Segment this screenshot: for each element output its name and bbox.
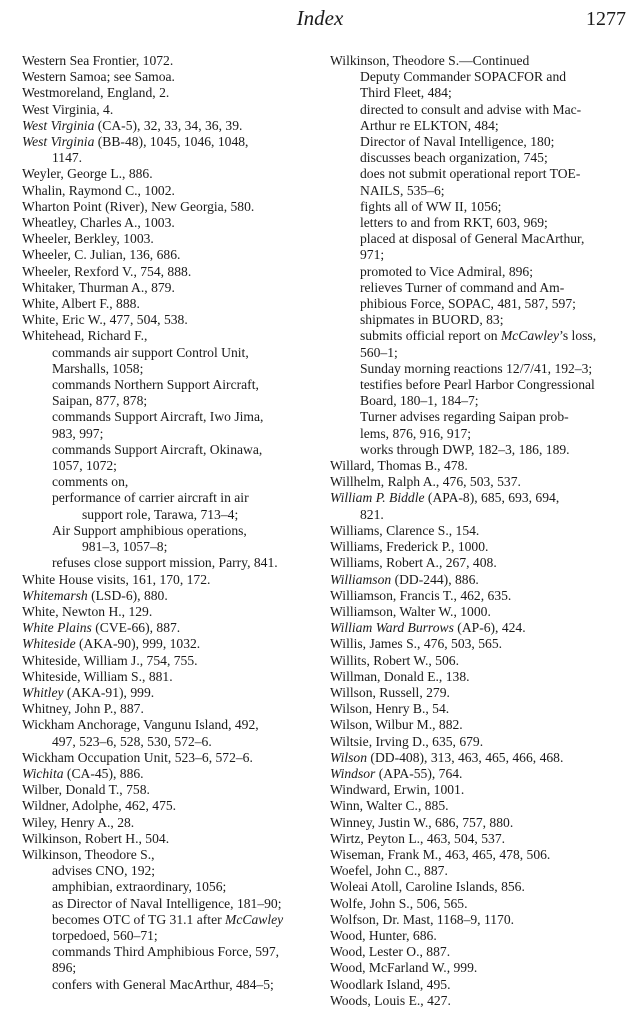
index-entry <box>330 458 620 474</box>
entry-text: Wiley, Henry A., 28. <box>22 814 135 830</box>
entry-text: Whalin, Raymond C., 1002. <box>22 182 175 198</box>
index-entry <box>330 766 620 782</box>
entry-text: Wilkinson, Theodore S., <box>22 846 155 862</box>
index-entry <box>330 620 620 636</box>
entry-text: commands Third Amphibious Force, 597, <box>52 944 280 960</box>
index-entry <box>22 377 312 393</box>
entry-text: commands Northern Support Aircraft, <box>52 377 259 393</box>
index-entry <box>330 960 620 976</box>
index-entry <box>330 685 620 701</box>
index-entry <box>330 409 620 425</box>
index-entry <box>330 150 620 166</box>
index-entry <box>22 458 312 474</box>
entry-text: Willman, Donald E., 138. <box>330 668 470 684</box>
entry-text: (DD-408), 313, 463, 465, 466, 468. <box>367 749 564 765</box>
index-entry <box>330 977 620 993</box>
ship-name: McCawley <box>225 911 284 927</box>
index-entry <box>330 636 620 652</box>
entry-text: commands Support Aircraft, Okinawa, <box>52 441 263 457</box>
index-entry <box>330 669 620 685</box>
ship-name: McCawley <box>500 328 560 344</box>
entry-text: White, Eric W., 477, 504, 538. <box>22 312 188 328</box>
index-entry <box>330 717 620 733</box>
entry-text: 821. <box>360 506 384 522</box>
index-entry <box>22 782 312 798</box>
entry-text: Wolfe, John S., 506, 565. <box>330 895 468 911</box>
index-entry <box>22 750 312 766</box>
entry-text: Wirtz, Peyton L., 463, 504, 537. <box>330 830 506 846</box>
index-entry <box>330 523 620 539</box>
entry-text: ’s loss, <box>559 328 597 344</box>
index-entry <box>22 604 312 620</box>
page-title: Index <box>296 6 344 30</box>
index-entry <box>22 507 312 523</box>
index-entry <box>22 312 312 328</box>
index-entry <box>330 328 620 344</box>
entry-text: (AP-6), 424. <box>453 620 526 636</box>
entry-text: Sunday morning reactions 12/7/41, 192–3; <box>360 360 593 376</box>
entry-text: (CA-5), 32, 33, 34, 36, 39. <box>94 117 243 133</box>
entry-text: support role, Tarawa, 713–4; <box>82 506 239 522</box>
entry-text: White House visits, 161, 170, 172. <box>22 571 211 587</box>
index-entry <box>22 523 312 539</box>
index-entry <box>22 539 312 555</box>
entry-text: confers with General MacArthur, 484–5; <box>52 976 274 992</box>
entry-text: as Director of Naval Intelligence, 181–90; <box>52 895 282 911</box>
index-entry <box>330 296 620 312</box>
entry-text: letters to and from RKT, 603, 969; <box>360 215 548 231</box>
entry-text: Arthur re ELKTON, 484; <box>360 117 499 133</box>
entry-text: 1147. <box>52 150 83 166</box>
entry-text: (CA-45), 886. <box>63 765 144 781</box>
entry-text: Westmoreland, England, 2. <box>22 85 170 101</box>
index-entry <box>22 296 312 312</box>
index-entry <box>22 572 312 588</box>
index-entry <box>330 993 620 1009</box>
entry-text: Wilkinson, Theodore S.—Continued <box>330 53 530 68</box>
entry-text: phibious Force, SOPAC, 481, 587, 597; <box>360 296 576 312</box>
ship-name: Wilson <box>330 749 368 765</box>
entry-text: Marshalls, 1058; <box>52 360 144 376</box>
index-entry <box>330 490 620 506</box>
ship-name: White Plains <box>22 620 92 636</box>
index-entry <box>330 166 620 182</box>
entry-text: Williams, Robert A., 267, 408. <box>330 555 497 571</box>
entry-text: Wolfson, Dr. Mast, 1168–9, 1170. <box>330 911 515 927</box>
index-entry <box>22 474 312 490</box>
entry-text: Woefel, John C., 887. <box>330 863 448 879</box>
index-column-right <box>330 53 620 1009</box>
entry-text: Saipan, 877, 878; <box>52 393 148 409</box>
index-entry <box>22 928 312 944</box>
entry-text: submits official report on <box>360 328 501 344</box>
index-entry <box>22 879 312 895</box>
ship-name: Williamson <box>330 571 392 587</box>
entry-text: shipmates in BUORD, 83; <box>360 312 504 328</box>
entry-text: 896; <box>52 960 77 976</box>
entry-text: White, Newton H., 129. <box>22 603 153 619</box>
index-entry <box>330 815 620 831</box>
page-number: 1277 <box>586 8 626 30</box>
entry-text: Wickham Anchorage, Vangunu Island, 492, <box>22 717 259 733</box>
entry-text: (LSD-6), 880. <box>87 587 168 603</box>
entry-text: Whiteside, William S., 881. <box>22 668 173 684</box>
entry-text: Willis, James S., 476, 503, 565. <box>330 636 503 652</box>
index-entry <box>330 847 620 863</box>
ship-name: Whiteside <box>22 636 76 652</box>
entry-text: (BB-48), 1045, 1046, 1048, <box>94 134 249 150</box>
ship-name: Whitley <box>22 684 64 700</box>
index-entry <box>330 912 620 928</box>
index-entry <box>22 345 312 361</box>
index-entry <box>22 361 312 377</box>
index-entry <box>22 409 312 425</box>
entry-text: Whiteside, William J., 754, 755. <box>22 652 198 668</box>
entry-text: amphibian, extraordinary, 1056; <box>52 879 227 895</box>
index-entry <box>330 474 620 490</box>
index-entry <box>22 620 312 636</box>
entry-text: Willson, Russell, 279. <box>330 684 450 700</box>
index-entry <box>330 653 620 669</box>
index-entry <box>22 815 312 831</box>
ship-name: William Ward Burrows <box>330 620 454 636</box>
entry-text: lems, 876, 916, 917; <box>360 425 472 441</box>
index-entry <box>22 118 312 134</box>
index-entry <box>330 798 620 814</box>
entry-text: Weyler, George L., 886. <box>22 166 153 182</box>
entry-text: promoted to Vice Admiral, 896; <box>360 263 533 279</box>
entry-text: Willits, Robert W., 506. <box>330 652 459 668</box>
index-entry <box>22 134 312 150</box>
index-entry <box>22 426 312 442</box>
index-column-left <box>22 53 312 993</box>
entry-text: NAILS, 535–6; <box>360 182 445 198</box>
index-entry <box>330 183 620 199</box>
entry-text: Wood, Lester O., 887. <box>330 944 451 960</box>
index-entry <box>330 280 620 296</box>
entry-text: Wilson, Wilbur M., 882. <box>330 717 463 733</box>
ship-name: Whitemarsh <box>22 587 88 603</box>
index-entry <box>22 896 312 912</box>
index-entry <box>22 53 312 69</box>
entry-text: 497, 523–6, 528, 530, 572–6. <box>52 733 212 749</box>
index-entry <box>22 183 312 199</box>
entry-text: 981–3, 1057–8; <box>82 539 168 555</box>
entry-text: 983, 997; <box>52 425 104 441</box>
entry-text: (DD-244), 886. <box>391 571 479 587</box>
entry-text: Woods, Louis E., 427. <box>330 992 451 1008</box>
entry-text: directed to consult and advise with Mac- <box>360 101 582 117</box>
index-entry <box>330 896 620 912</box>
ship-name: Windsor <box>330 765 376 781</box>
index-entry <box>330 539 620 555</box>
entry-text: Wilber, Donald T., 758. <box>22 782 150 798</box>
index-entry <box>330 863 620 879</box>
index-entry <box>330 879 620 895</box>
entry-text: Winn, Walter C., 885. <box>330 798 449 814</box>
entry-text: torpedoed, 560–71; <box>52 927 158 943</box>
index-entry <box>330 231 620 247</box>
index-entry <box>22 717 312 733</box>
index-entry <box>330 928 620 944</box>
entry-text: West Virginia, 4. <box>22 101 114 117</box>
index-entry <box>22 393 312 409</box>
index-entry <box>22 328 312 344</box>
index-entry <box>22 701 312 717</box>
entry-text: relieves Turner of command and Am- <box>360 279 565 295</box>
entry-text: Air Support amphibious operations, <box>52 522 247 538</box>
index-entry <box>330 442 620 458</box>
entry-text: Windward, Erwin, 1001. <box>330 782 465 798</box>
index-entry <box>22 490 312 506</box>
entry-text: Woodlark Island, 495. <box>330 976 451 992</box>
entry-text: fights all of WW II, 1056; <box>360 198 502 214</box>
entry-text: Wheeler, Berkley, 1003. <box>22 231 154 247</box>
index-entry <box>330 361 620 377</box>
index-entry <box>330 377 620 393</box>
entry-text: Williamson, Walter W., 1000. <box>330 603 491 619</box>
index-entry <box>22 588 312 604</box>
entry-text: (CVE-66), 887. <box>91 620 181 636</box>
index-entry <box>330 53 620 69</box>
entry-text: Woleai Atoll, Caroline Islands, 856. <box>330 879 525 895</box>
entry-text: 971; <box>360 247 385 263</box>
index-entry <box>330 312 620 328</box>
index-entry <box>22 912 312 928</box>
entry-text: Wheatley, Charles A., 1003. <box>22 215 175 231</box>
index-entry <box>22 231 312 247</box>
index-entry <box>330 85 620 101</box>
index-entry <box>330 199 620 215</box>
ship-name: West Virginia <box>22 117 95 133</box>
index-entry <box>330 345 620 361</box>
entry-text: Director of Naval Intelligence, 180; <box>360 134 555 150</box>
ship-name: Wichita <box>22 765 64 781</box>
index-entry <box>330 572 620 588</box>
index-entry <box>330 102 620 118</box>
entry-text: does not submit operational report TOE- <box>360 166 581 182</box>
index-entry <box>22 69 312 85</box>
index-entry <box>330 944 620 960</box>
entry-text: 1057, 1072; <box>52 458 117 474</box>
index-entry <box>22 264 312 280</box>
entry-text: Willhelm, Ralph A., 476, 503, 537. <box>330 474 521 490</box>
index-entry <box>22 150 312 166</box>
entry-text: Wilkinson, Robert H., 504. <box>22 830 170 846</box>
index-entry <box>22 944 312 960</box>
index-entry <box>330 782 620 798</box>
entry-text: commands Support Aircraft, Iwo Jima, <box>52 409 264 425</box>
entry-text: (AKA-91), 999. <box>63 684 155 700</box>
index-entry <box>22 85 312 101</box>
index-entry <box>22 847 312 863</box>
index-entry <box>330 555 620 571</box>
entry-text: (APA-55), 764. <box>375 765 463 781</box>
index-entry <box>22 766 312 782</box>
entry-text: Winney, Justin W., 686, 757, 880. <box>330 814 514 830</box>
entry-text: Wickham Occupation Unit, 523–6, 572–6. <box>22 749 253 765</box>
entry-text: Wheeler, Rexford V., 754, 888. <box>22 263 192 279</box>
entry-text: Williams, Frederick P., 1000. <box>330 539 489 555</box>
entry-text: Wiseman, Frank M., 463, 465, 478, 506. <box>330 846 551 862</box>
entry-text: becomes OTC of TG 31.1 after <box>52 911 226 927</box>
index-entry <box>22 863 312 879</box>
index-entry <box>330 701 620 717</box>
index-entry <box>330 215 620 231</box>
entry-text: commands air support Control Unit, <box>52 344 249 360</box>
entry-text: Williams, Clarence S., 154. <box>330 522 480 538</box>
index-entry <box>330 393 620 409</box>
index-entry <box>330 604 620 620</box>
entry-text: Wharton Point (River), New Georgia, 580. <box>22 198 255 214</box>
entry-text: Third Fleet, 484; <box>360 85 452 101</box>
entry-text: Whitehead, Richard F., <box>22 328 148 344</box>
index-entry <box>22 199 312 215</box>
index-entry <box>330 588 620 604</box>
entry-text: advises CNO, 192; <box>52 863 156 879</box>
entry-text: 560–1; <box>360 344 398 360</box>
page-header <box>0 0 640 40</box>
entry-text: refuses close support mission, Parry, 841. <box>52 555 278 571</box>
entry-text: Whitaker, Thurman A., 879. <box>22 279 175 295</box>
entry-text: Turner advises regarding Saipan prob- <box>360 409 569 425</box>
entry-text: performance of carrier aircraft in air <box>52 490 249 506</box>
entry-text: placed at disposal of General MacArthur, <box>360 231 585 247</box>
entry-text: (APA-8), 685, 693, 694, <box>424 490 560 506</box>
index-entry <box>22 280 312 296</box>
index-entry <box>22 555 312 571</box>
entry-text: Board, 180–1, 184–7; <box>360 393 479 409</box>
entry-text: testifies before Pearl Harbor Congressional <box>360 377 595 393</box>
index-entry <box>22 977 312 993</box>
index-entry <box>22 798 312 814</box>
index-entry <box>22 247 312 263</box>
index-entry <box>330 734 620 750</box>
entry-text: Wood, McFarland W., 999. <box>330 960 478 976</box>
index-entry <box>330 247 620 263</box>
entry-text: (AKA-90), 999, 1032. <box>75 636 201 652</box>
entry-text: Wood, Hunter, 686. <box>330 927 437 943</box>
index-entry <box>22 960 312 976</box>
index-entry <box>330 69 620 85</box>
entry-text: Whitney, John P., 887. <box>22 701 144 717</box>
entry-text: Deputy Commander SOPACFOR and <box>360 69 567 85</box>
entry-text: discusses beach organization, 745; <box>360 150 548 166</box>
ship-name: William P. Biddle <box>330 490 425 506</box>
entry-text: Western Sea Frontier, 1072. <box>22 53 174 68</box>
entry-text: Williamson, Francis T., 462, 635. <box>330 587 512 603</box>
entry-text: Wildner, Adolphe, 462, 475. <box>22 798 177 814</box>
index-entry <box>22 636 312 652</box>
index-entry <box>22 669 312 685</box>
index-entry <box>330 264 620 280</box>
entry-text: Wilson, Henry B., 54. <box>330 701 450 717</box>
index-entry <box>330 507 620 523</box>
entry-text: White, Albert F., 888. <box>22 296 140 312</box>
entry-text: Wiltsie, Irving D., 635, 679. <box>330 733 484 749</box>
index-entry <box>22 166 312 182</box>
index-entry <box>22 734 312 750</box>
index-entry <box>330 750 620 766</box>
index-entry <box>22 685 312 701</box>
index-entry <box>22 102 312 118</box>
ship-name: West Virginia <box>22 134 95 150</box>
entry-text: Western Samoa; see Samoa. <box>22 69 175 85</box>
index-entry <box>22 831 312 847</box>
index-entry <box>330 118 620 134</box>
entry-text: Wheeler, C. Julian, 136, 686. <box>22 247 181 263</box>
entry-text: Willard, Thomas B., 478. <box>330 458 468 474</box>
index-entry <box>330 134 620 150</box>
index-entry <box>330 831 620 847</box>
index-entry <box>22 653 312 669</box>
index-entry <box>22 215 312 231</box>
index-entry <box>22 442 312 458</box>
entry-text: works through DWP, 182–3, 186, 189. <box>360 441 570 457</box>
index-entry <box>330 426 620 442</box>
entry-text: comments on, <box>52 474 129 490</box>
